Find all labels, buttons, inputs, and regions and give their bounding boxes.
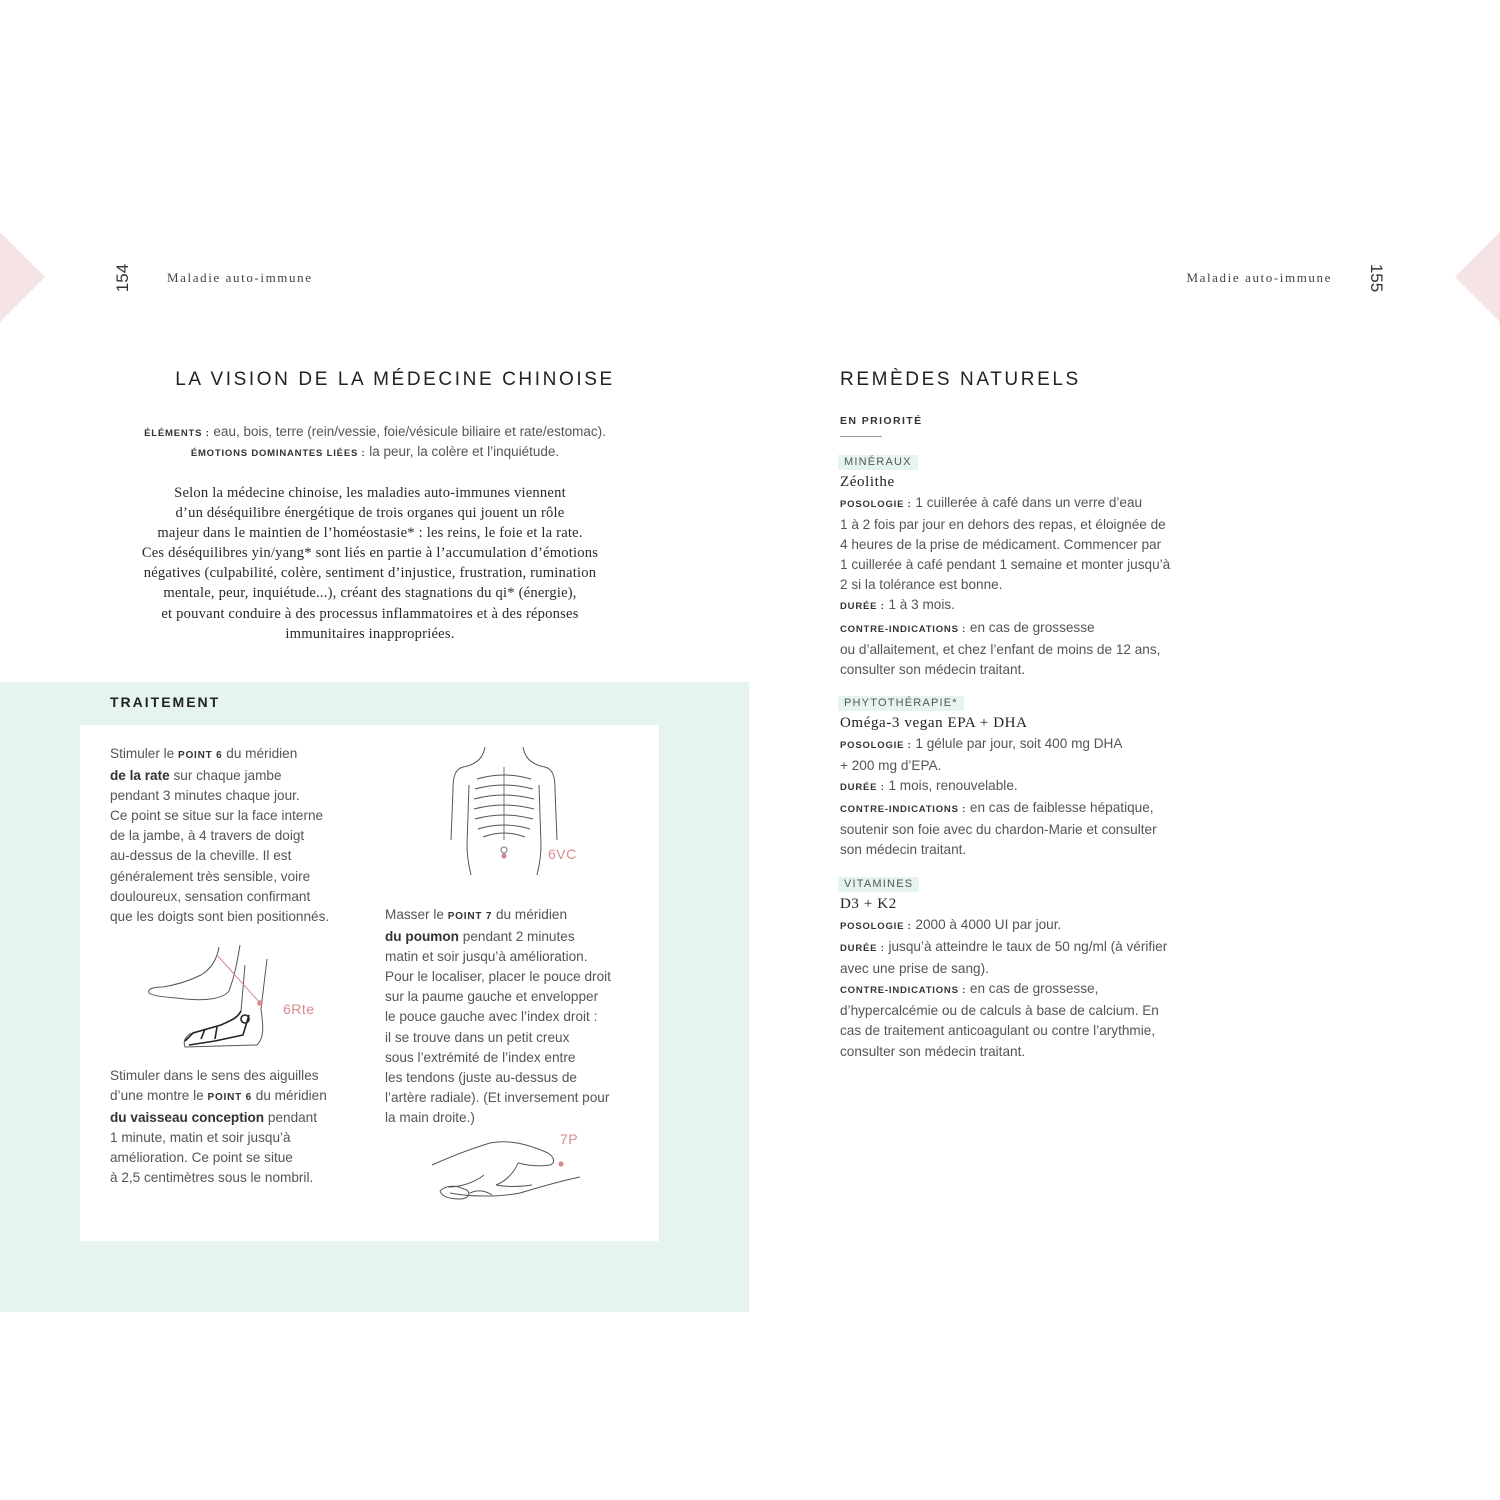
intro-line: négatives (culpabilité, colère, sentiment d’injustice, frustration, rumination — [143, 565, 597, 582]
intro-line: majeur dans le maintien de l’homéostasie* : les reins, le foie et la rate. — [157, 525, 583, 542]
intro-line: mentale, peur, inquiétude...), créant des stagnations du qi* (énergie), — [163, 585, 577, 602]
field-label: CONTRE-INDICATIONS : — [840, 985, 967, 997]
intro-line: et pouvant conduire à des processus inflammatoires et à des réponses — [161, 605, 579, 622]
elements-line — [80, 424, 670, 439]
field-label: POSOLOGIE : — [840, 921, 912, 932]
intro-line: d’un déséquilibre énergétique de trois organes qui jouent un rôle — [175, 505, 565, 522]
field-label: POSOLOGIE : — [840, 740, 912, 751]
elements-value: eau, bois, terre (rein/vessie, foie/vésicule biliaire et rate/estomac). — [213, 424, 606, 439]
field-label: DURÉE : — [840, 782, 885, 794]
emotions-value: la peur, la colère et l’inquiétude. — [369, 444, 560, 459]
page-heading-right: REMÈDES NATURELS — [840, 369, 1081, 390]
elements-label: ÉLÉMENTS : — [144, 428, 210, 439]
page-tab-left — [0, 232, 45, 322]
meridian-name: de la rate — [110, 768, 170, 784]
intro-line: immunitaires inappropriées. — [285, 625, 455, 642]
priority-label: EN PRIORITÉ — [840, 415, 923, 427]
page-number-left: 154 — [113, 263, 132, 293]
point-label-6rte: 6Rte — [283, 1001, 315, 1017]
field-label: CONTRE-INDICATIONS : — [840, 623, 967, 635]
emotions-label: ÉMOTIONS DOMINANTES LIÉES : — [190, 448, 366, 459]
meridian-name: du poumon — [385, 929, 459, 945]
field-label: CONTRE-INDICATIONS : — [840, 804, 967, 816]
remedy-details: POSOLOGIE : 2000 à 4000 UI par jour. DURÉE : jusqu’à atteindre le taux de 50 ng/ml (à vérifier avec une prise de sang). CONTRE-INDICATIONS : en cas de grossesse, d’hypercalcémie ou de calculs à base de calcium. En cas de traitement anticoagulant ou contre l’arythmie, consulter son médecin traitant. — [840, 917, 1168, 1059]
emotions-line — [80, 444, 670, 459]
page-number-right: 155 — [1367, 263, 1386, 293]
meridian-name: du vaisseau conception — [110, 1110, 265, 1126]
treatment-paragraph-lung: Masser le POINT 7 du méridien du poumon pendant 2 minutes matin et soir jusqu’à amélioration. Pour le localiser, placer le pouce droit sur la paume gauche et envelopper le pouce gauche avec l’index droit : il se trouve dans un petit creux sous l’extrémité de l’index entre les tendons (juste au-dessus de l’artère radiale). (Et inversement pour la main droite.) — [385, 907, 611, 1125]
point-label: POINT 6 — [178, 750, 223, 761]
treatment-paragraph-spleen: Stimuler le POINT 6 du méridien de la rate sur chaque jambe pendant 3 minutes chaque jour. Ce point se situe sur la face interne de la jambe, à 4 travers de doigt au-dessus de la cheville. Il est généralement très sensible, voire douloureux, sensation confirmant que les doigts sont bien positionnés. — [110, 746, 330, 924]
torso-illustration — [445, 745, 565, 875]
priority-divider — [840, 436, 882, 437]
treatment-paragraph-conception: Stimuler dans le sens des aiguilles d’une montre le POINT 6 du méridien du vaisseau conception pendant 1 minute, matin et soir jusqu’à amélioration. Ce point se situe à 2,5 centimètres sous le nombril. — [110, 1068, 327, 1186]
intro-line: Ces déséquilibres yin/yang* sont liés en partie à l’accumulation d’émotions — [141, 545, 599, 562]
page-tab-right — [1455, 232, 1500, 322]
field-label: DURÉE : — [840, 943, 885, 955]
remedy-details: POSOLOGIE : 1 cuillerée à café dans un verre d’eau 1 à 2 fois par jour en dehors des repas, et éloignée de 4 heures de la prise de médicament. Commencer par 1 cuillerée à café pendant 1 semaine et monter jusqu’à 2 si la tolérance est bonne. DURÉE : 1 à 3 mois. CONTRE-INDICATIONS : en cas de grossesse ou d’allaitement, et chez l’enfant de moins de 12 ans, consulter son médecin traitant. — [840, 495, 1171, 677]
remedy-name: Zéolithe — [840, 474, 895, 490]
remedy-category-tag: VITAMINES — [838, 877, 919, 892]
field-label: POSOLOGIE : — [840, 499, 912, 510]
point-label: POINT 6 — [207, 1092, 252, 1104]
running-head-right: Maladie auto-immune — [1186, 270, 1332, 285]
treatment-title: TRAITEMENT — [110, 694, 221, 710]
remedy-name: D3 + K2 — [840, 896, 897, 912]
point-label: POINT 7 — [447, 911, 493, 922]
running-head-left: Maladie auto-immune — [167, 270, 313, 285]
point-label-6vc: 6VC — [548, 846, 577, 862]
intro-line: Selon la médecine chinoise, les maladies auto-immunes viennent — [174, 485, 566, 501]
remedy-details: POSOLOGIE : 1 gélule par jour, soit 400 mg DHA + 200 mg d’EPA. DURÉE : 1 mois, renouvelable. CONTRE-INDICATIONS : en cas de faiblesse hépatique, soutenir son foie avec du chardon-Marie et consulter son médecin traitant. — [840, 736, 1157, 858]
remedy-category-tag: MINÉRAUX — [838, 455, 918, 470]
point-label-7p: 7P — [560, 1131, 579, 1147]
remedy-category-tag: PHYTOTHÉRAPIE* — [838, 696, 964, 711]
remedy-name: Oméga-3 vegan EPA + DHA — [840, 715, 1028, 731]
page-heading-left: LA VISION DE LA MÉDECINE CHINOISE — [175, 369, 615, 390]
foot-illustration — [145, 945, 280, 1050]
intro-paragraph — [82, 483, 658, 644]
field-label: DURÉE : — [840, 601, 885, 613]
